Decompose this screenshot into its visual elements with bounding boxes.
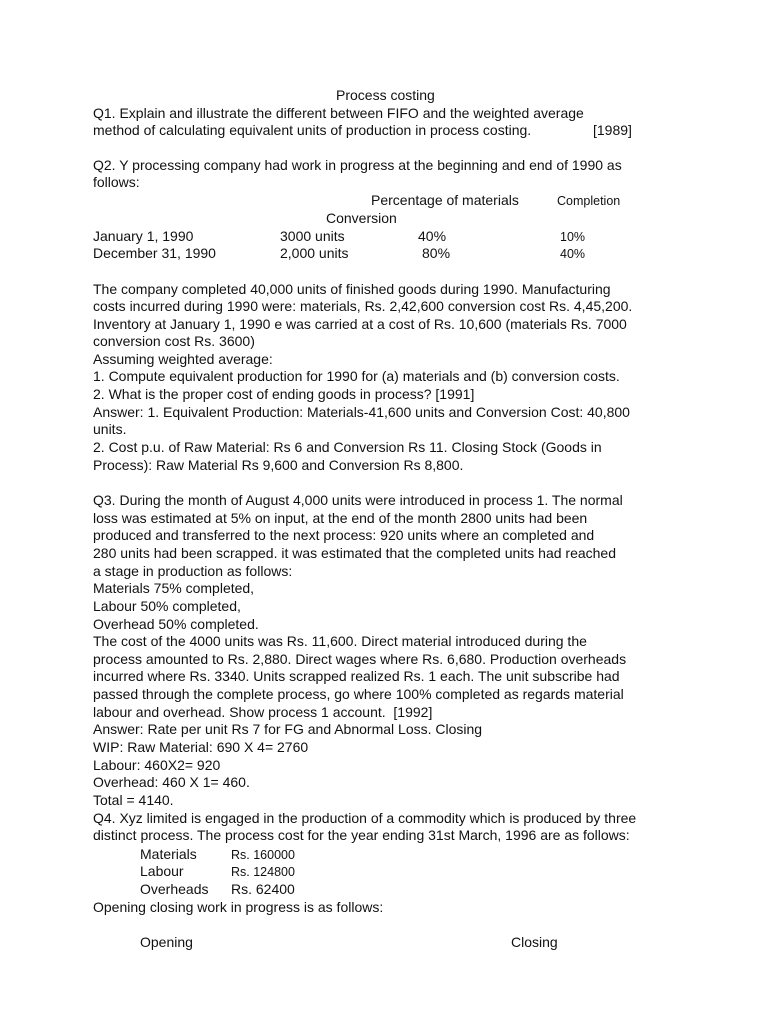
q2-header-conversion: Conversion (326, 210, 397, 226)
text-line: produced and transferred to the next process: 920 units where an completed and (93, 527, 595, 543)
closing-heading: Closing (511, 934, 558, 950)
text-line: The company completed 40,000 units of finished goods during 1990. Manufacturing (93, 281, 611, 297)
text-line: Answer: 1. Equivalent Production: Materials-41,600 units and Conversion Cost: 40,800 (93, 404, 630, 420)
text-line: Assuming weighted average: (93, 351, 273, 367)
cost-label: Overheads (140, 881, 209, 897)
text-line: labour and overhead. Show process 1 account. [1992] (93, 704, 433, 720)
text-line: 1. Compute equivalent production for 1990 for (a) materials and (b) conversion costs. (93, 368, 620, 384)
text-line: Answer: Rate per unit Rs 7 for FG and Abnormal Loss. Closing (93, 721, 483, 737)
q2-line-2: follows: (93, 174, 140, 190)
row-materials: 40% (418, 228, 447, 244)
q2-header-materials: Percentage of materials (371, 192, 519, 208)
row-conversion: 40% (560, 247, 586, 261)
text-line: 2. What is the proper cost of ending goods in process? [1991] (93, 386, 475, 402)
text-line: Inventory at January 1, 1990 e was carried at a cost of Rs. 10,600 (materials Rs. 7000 (93, 316, 627, 332)
text-line: 280 units had been scrapped. it was estimated that the completed units had reached (93, 545, 617, 561)
q2-line-1: Q2. Y processing company had work in progress at the beginning and end of 1990 as (93, 157, 622, 173)
q4-wip-line: Opening closing work in progress is as follows: (93, 899, 384, 915)
cost-value: Rs. 62400 (231, 881, 295, 897)
cost-label: Materials (140, 846, 197, 862)
text-line: 2. Cost p.u. of Raw Material: Rs 6 and Conversion Rs 11. Closing Stock (Goods in (93, 439, 602, 455)
text-line: Q3. During the month of August 4,000 units were introduced in process 1. The normal (93, 492, 623, 508)
cost-label: Labour (140, 863, 184, 879)
text-line: Overhead 50% completed. (93, 616, 259, 632)
text-line: conversion cost Rs. 3600) (93, 333, 255, 349)
row-conversion: 10% (560, 230, 586, 244)
text-line: Total = 4140. (93, 792, 174, 808)
text-line: The cost of the 4000 units was Rs. 11,600. Direct material introduced during the (93, 633, 587, 649)
text-line: costs incurred during 1990 were: materials, Rs. 2,42,600 conversion cost Rs. 4,45,200. (93, 298, 633, 314)
q1-line-1: Q1. Explain and illustrate the different between FIFO and the weighted average (93, 105, 584, 121)
row-materials: 80% (422, 245, 451, 261)
text-line: Labour: 460X2= 920 (93, 757, 221, 773)
row-units: 2,000 units (280, 245, 349, 261)
cost-value: Rs. 160000 (231, 848, 295, 862)
text-line: passed through the complete process, go where 100% completed as regards material (93, 686, 624, 702)
q1-line-2: method of calculating equivalent units of production in process costing. (93, 122, 532, 138)
text-line: incurred where Rs. 3340. Units scrapped realized Rs. 1 each. The unit subscribe had (93, 668, 620, 684)
text-line: WIP: Raw Material: 690 X 4= 2760 (93, 739, 309, 755)
text-line: Materials 75% completed, (93, 580, 255, 596)
text-line: Labour 50% completed, (93, 598, 241, 614)
q4-line-1: Q4. Xyz limited is engaged in the production of a commodity which is produced by three (93, 810, 637, 826)
text-line: a stage in production as follows: (93, 563, 293, 579)
text-line: Overhead: 460 X 1= 460. (93, 774, 250, 790)
q2-header-completion: Completion (557, 194, 621, 208)
text-line: Process): Raw Material Rs 9,600 and Conversion Rs 8,800. (93, 457, 464, 473)
text-line: units. (93, 421, 127, 437)
document-title: Process costing (336, 87, 435, 103)
row-units: 3000 units (280, 228, 345, 244)
opening-heading: Opening (140, 934, 193, 950)
q1-year: [1989] (593, 122, 632, 138)
text-line: process amounted to Rs. 2,880. Direct wages where Rs. 6,680. Production overheads (93, 651, 627, 667)
cost-value: Rs. 124800 (231, 865, 295, 879)
row-date: January 1, 1990 (93, 228, 194, 244)
row-date: December 31, 1990 (93, 245, 216, 261)
text-line: loss was estimated at 5% on input, at the end of the month 2800 units had been (93, 510, 588, 526)
q4-line-2: distinct process. The process cost for the year ending 31st March, 1996 are as follows: (93, 827, 630, 843)
